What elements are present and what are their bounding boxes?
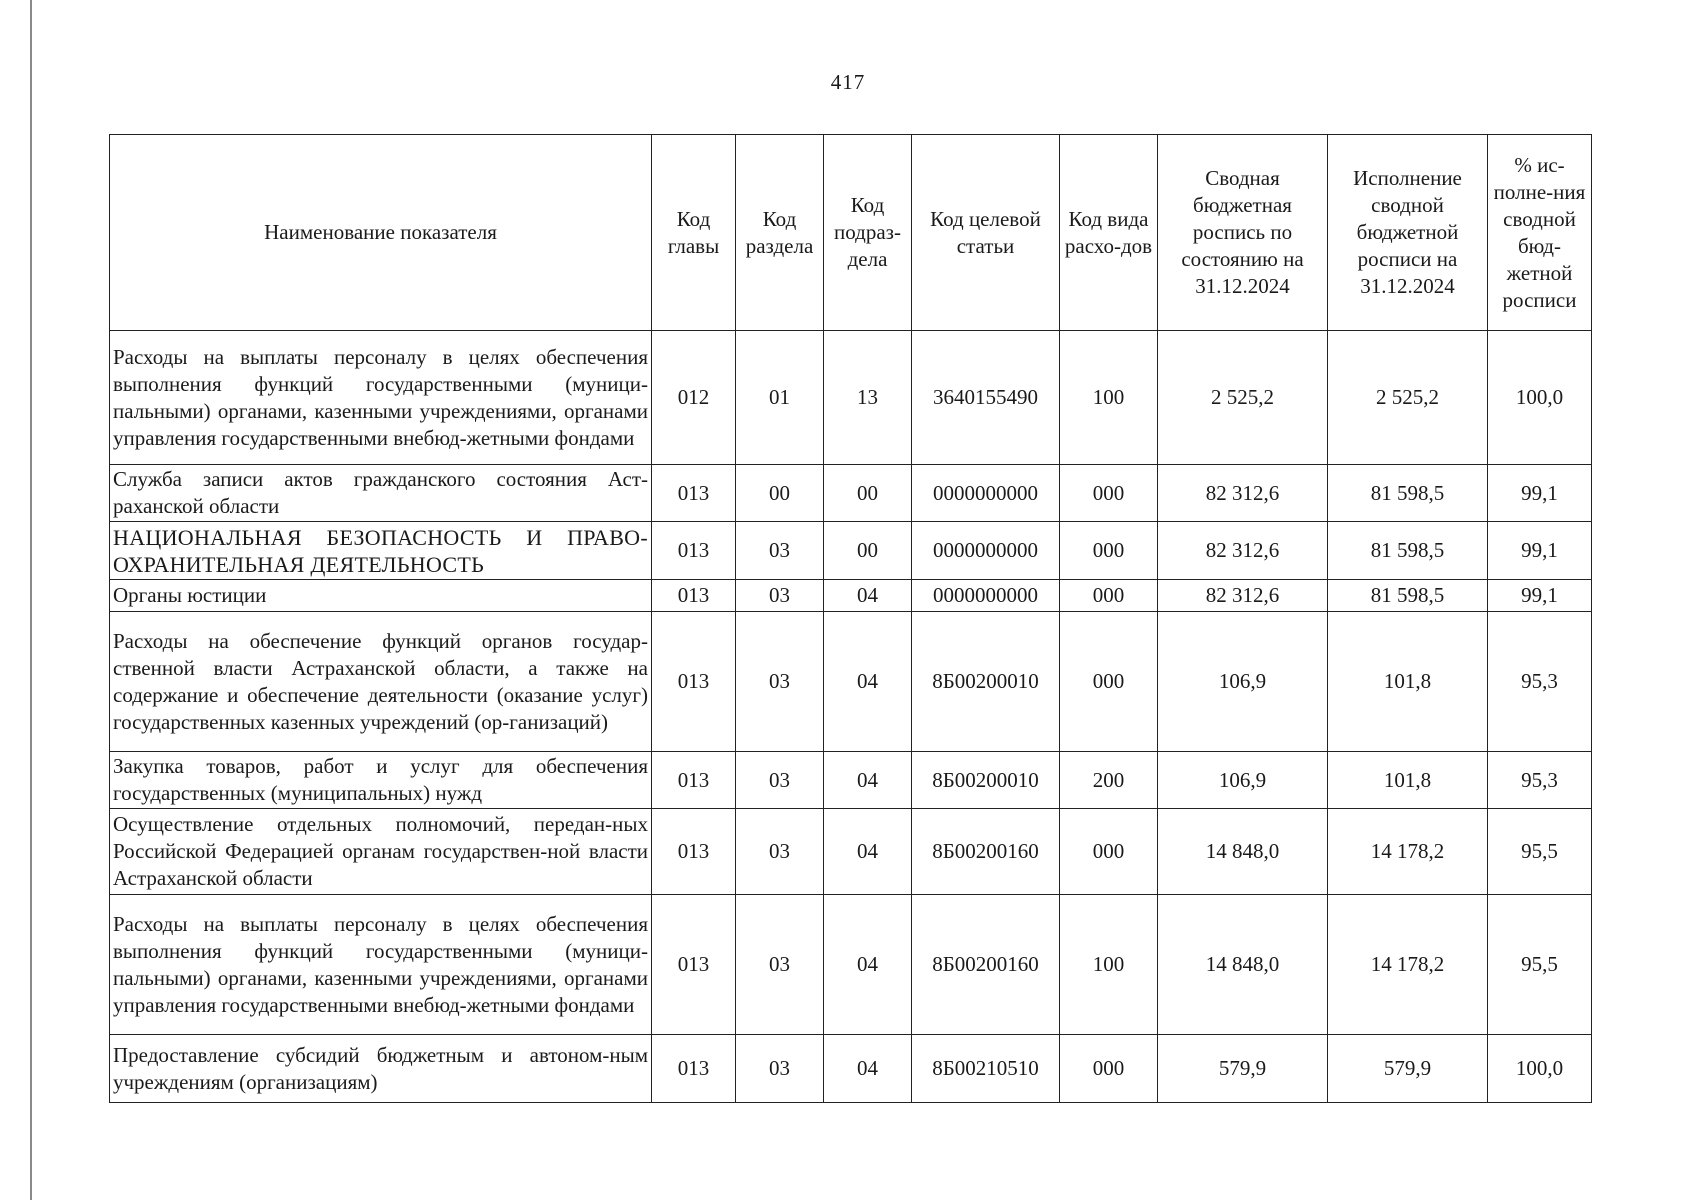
table-row xyxy=(110,331,1592,465)
row-expense-type-code: 000 xyxy=(1060,465,1158,522)
row-target-code: 0000000000 xyxy=(912,465,1060,522)
table-row xyxy=(110,895,1592,1035)
row-section-code: 03 xyxy=(736,752,824,809)
row-name: Расходы на выплаты персоналу в целях обеспечения выполнения функций государственными (муници-пальными) органами, казенными учреждениями, органами управления государственными внебюд-жетными фондами xyxy=(110,895,652,1035)
row-expense-type-code: 100 xyxy=(1060,331,1158,465)
row-chapter-code: 013 xyxy=(652,465,736,522)
row-budget-execution: 2 525,2 xyxy=(1328,331,1488,465)
row-execution-percent: 95,5 xyxy=(1488,809,1592,895)
row-section-code: 03 xyxy=(736,809,824,895)
row-execution-percent: 95,3 xyxy=(1488,612,1592,752)
row-chapter-code: 013 xyxy=(652,1035,736,1103)
row-section-code: 01 xyxy=(736,331,824,465)
row-target-code: 0000000000 xyxy=(912,580,1060,612)
row-name: Расходы на выплаты персоналу в целях обеспечения выполнения функций государственными (муници-пальными) органами, казенными учреждениями, органами управления государственными внебюд-жетными фондами xyxy=(110,331,652,465)
row-budget-execution: 101,8 xyxy=(1328,752,1488,809)
row-budget-plan: 14 848,0 xyxy=(1158,809,1328,895)
row-target-code: 3640155490 xyxy=(912,331,1060,465)
table-row xyxy=(110,752,1592,809)
row-subsection-code: 00 xyxy=(824,522,912,580)
row-execution-percent: 100,0 xyxy=(1488,331,1592,465)
row-section-code: 03 xyxy=(736,895,824,1035)
row-name: Расходы на обеспечение функций органов государ-ственной власти Астраханской области, а также на содержание и обеспечение деятельности (оказание услуг) государственных казенных учреждений (ор-ганизаций) xyxy=(110,612,652,752)
row-section-code: 03 xyxy=(736,522,824,580)
row-name: НАЦИОНАЛЬНАЯ БЕЗОПАСНОСТЬ И ПРАВО-ОХРАНИТЕЛЬНАЯ ДЕЯТЕЛЬНОСТЬ xyxy=(110,522,652,580)
row-subsection-code: 04 xyxy=(824,580,912,612)
row-target-code: 8Б00210510 xyxy=(912,1035,1060,1103)
row-target-code: 8Б00200160 xyxy=(912,895,1060,1035)
row-name: Предоставление субсидий бюджетным и автоном-ным учреждениям (организациям) xyxy=(110,1035,652,1103)
header-section-code: Код раздела xyxy=(736,135,824,331)
row-name: Закупка товаров, работ и услуг для обеспечения государственных (муниципальных) нужд xyxy=(110,752,652,809)
header-execution-percent: % ис-полне-ния сводной бюд-жетной росписи xyxy=(1488,135,1592,331)
row-section-code: 00 xyxy=(736,465,824,522)
row-expense-type-code: 000 xyxy=(1060,612,1158,752)
row-budget-execution: 579,9 xyxy=(1328,1035,1488,1103)
table-row xyxy=(110,465,1592,522)
row-name: Служба записи актов гражданского состояния Аст-раханской области xyxy=(110,465,652,522)
page-number: 417 xyxy=(830,70,866,94)
row-section-code: 03 xyxy=(736,580,824,612)
row-subsection-code: 04 xyxy=(824,752,912,809)
row-budget-plan: 82 312,6 xyxy=(1158,465,1328,522)
row-execution-percent: 100,0 xyxy=(1488,1035,1592,1103)
row-name: Органы юстиции xyxy=(110,580,652,612)
row-budget-execution: 81 598,5 xyxy=(1328,465,1488,522)
row-expense-type-code: 000 xyxy=(1060,1035,1158,1103)
row-budget-plan: 2 525,2 xyxy=(1158,331,1328,465)
table-row xyxy=(110,522,1592,580)
row-chapter-code: 013 xyxy=(652,809,736,895)
row-subsection-code: 00 xyxy=(824,465,912,522)
row-budget-execution: 81 598,5 xyxy=(1328,522,1488,580)
row-budget-plan: 82 312,6 xyxy=(1158,522,1328,580)
table-row xyxy=(110,1035,1592,1103)
row-execution-percent: 95,3 xyxy=(1488,752,1592,809)
table-row xyxy=(110,580,1592,612)
header-budget-plan: Сводная бюджетная роспись по состоянию на 31.12.2024 xyxy=(1158,135,1328,331)
row-budget-execution: 14 178,2 xyxy=(1328,895,1488,1035)
row-budget-execution: 14 178,2 xyxy=(1328,809,1488,895)
row-chapter-code: 013 xyxy=(652,752,736,809)
header-budget-execution: Исполнение сводной бюджетной росписи на 31.12.2024 xyxy=(1328,135,1488,331)
header-target-code: Код целевой статьи xyxy=(912,135,1060,331)
row-section-code: 03 xyxy=(736,1035,824,1103)
row-target-code: 0000000000 xyxy=(912,522,1060,580)
row-chapter-code: 013 xyxy=(652,580,736,612)
row-subsection-code: 04 xyxy=(824,612,912,752)
table-row xyxy=(110,809,1592,895)
row-budget-plan: 14 848,0 xyxy=(1158,895,1328,1035)
header-expense-type-code: Код вида расхо-дов xyxy=(1060,135,1158,331)
row-subsection-code: 04 xyxy=(824,1035,912,1103)
row-chapter-code: 013 xyxy=(652,612,736,752)
row-name: Осуществление отдельных полномочий, передан-ных Российской Федерацией органам государствен-ной власти Астраханской области xyxy=(110,809,652,895)
row-execution-percent: 99,1 xyxy=(1488,522,1592,580)
row-target-code: 8Б00200010 xyxy=(912,612,1060,752)
binding-edge-line xyxy=(30,0,32,1200)
header-name: Наименование показателя xyxy=(110,135,652,331)
row-expense-type-code: 000 xyxy=(1060,809,1158,895)
row-chapter-code: 013 xyxy=(652,895,736,1035)
row-target-code: 8Б00200010 xyxy=(912,752,1060,809)
table-row xyxy=(110,612,1592,752)
row-execution-percent: 99,1 xyxy=(1488,580,1592,612)
header-subsection-code: Код подраз-дела xyxy=(824,135,912,331)
row-expense-type-code: 100 xyxy=(1060,895,1158,1035)
row-section-code: 03 xyxy=(736,612,824,752)
row-expense-type-code: 000 xyxy=(1060,580,1158,612)
row-expense-type-code: 200 xyxy=(1060,752,1158,809)
row-chapter-code: 012 xyxy=(652,331,736,465)
row-target-code: 8Б00200160 xyxy=(912,809,1060,895)
row-execution-percent: 95,5 xyxy=(1488,895,1592,1035)
table-header-row xyxy=(110,135,1592,331)
row-execution-percent: 99,1 xyxy=(1488,465,1592,522)
row-budget-plan: 579,9 xyxy=(1158,1035,1328,1103)
row-budget-plan: 106,9 xyxy=(1158,612,1328,752)
row-subsection-code: 04 xyxy=(824,895,912,1035)
row-subsection-code: 13 xyxy=(824,331,912,465)
budget-execution-table xyxy=(109,134,1592,1103)
row-budget-plan: 82 312,6 xyxy=(1158,580,1328,612)
row-budget-execution: 101,8 xyxy=(1328,612,1488,752)
row-chapter-code: 013 xyxy=(652,522,736,580)
header-chapter-code: Код главы xyxy=(652,135,736,331)
row-budget-plan: 106,9 xyxy=(1158,752,1328,809)
row-expense-type-code: 000 xyxy=(1060,522,1158,580)
row-subsection-code: 04 xyxy=(824,809,912,895)
row-budget-execution: 81 598,5 xyxy=(1328,580,1488,612)
